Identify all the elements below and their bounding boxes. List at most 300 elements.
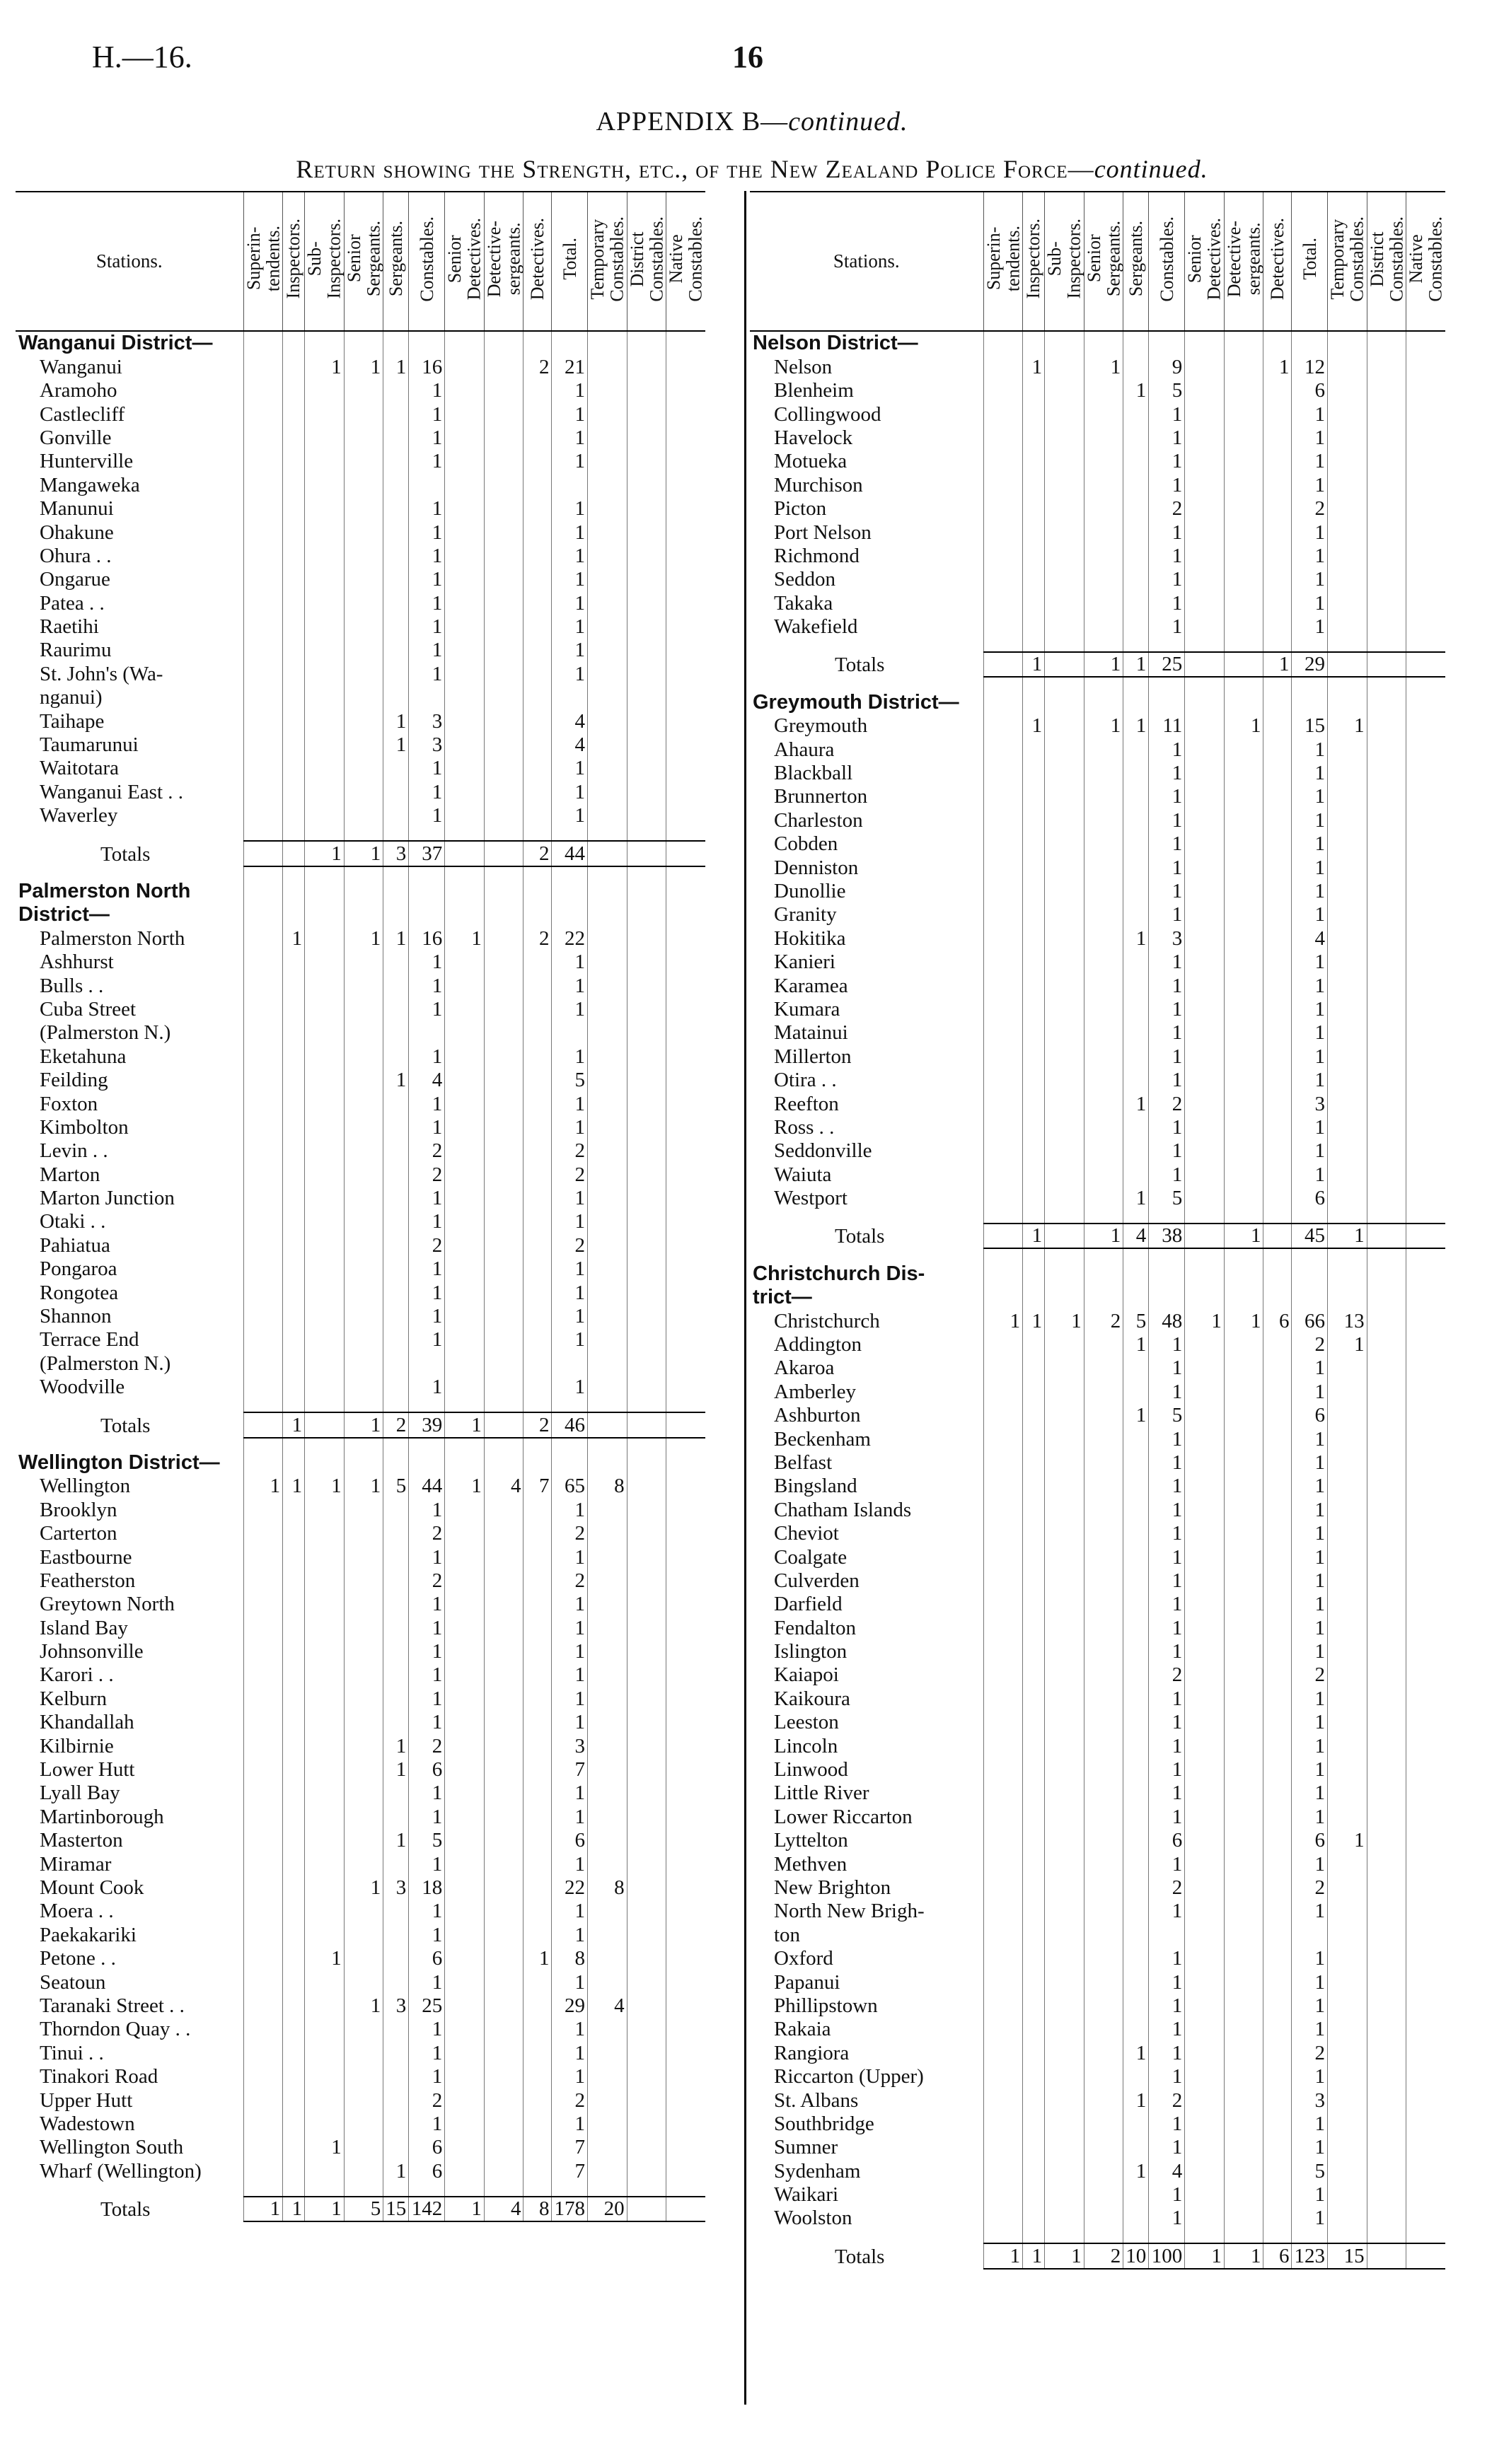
cell-district-constables xyxy=(1367,355,1406,378)
station-row xyxy=(16,2113,705,2136)
column-header-sub-inspectors xyxy=(1045,192,1084,331)
cell-constables: 18 xyxy=(409,1876,445,1900)
cell-constables: 25 xyxy=(1149,652,1185,677)
cell-native-constables xyxy=(666,1451,705,1475)
cell-inspectors xyxy=(1023,1923,1045,1946)
cell-senior-sergeants xyxy=(344,521,383,544)
cell-detectives xyxy=(1263,426,1292,450)
cell-detectives xyxy=(1263,1380,1292,1403)
station-name: North New Brigh- xyxy=(774,1900,925,1923)
cell-senior-sergeants xyxy=(1084,2183,1123,2207)
cell-temporary-constables xyxy=(587,2136,627,2159)
cell-superin-tendents xyxy=(243,1805,283,1828)
cell-superin-tendents xyxy=(983,1663,1023,1687)
station-row xyxy=(750,785,1445,808)
cell-sergeants xyxy=(383,1687,409,1710)
cell-inspectors xyxy=(283,497,305,521)
cell-senior-sergeants xyxy=(344,1711,383,1734)
cell-detectives xyxy=(523,2113,552,2136)
cell-native-constables xyxy=(666,1092,705,1115)
station-name: Ongarue xyxy=(40,568,110,591)
cell-detectives xyxy=(523,331,552,355)
spacer-cell xyxy=(523,1399,552,1412)
cell-superin-tendents xyxy=(243,903,283,926)
station-row xyxy=(750,473,1445,496)
cell-constables: 48 xyxy=(1149,1309,1185,1332)
spacer-cell xyxy=(1292,2230,1328,2243)
station-name: Moera . . xyxy=(40,1900,114,1923)
column-header-constables xyxy=(1149,192,1185,331)
cell-detective-sergeants xyxy=(484,1305,523,1328)
cell-detective-sergeants xyxy=(1224,2136,1263,2159)
cell-constables: 1 xyxy=(1149,856,1185,879)
cell-sub-inspectors xyxy=(305,1593,345,1616)
cell-temporary-constables xyxy=(587,880,627,903)
station-name: Lyttelton xyxy=(774,1829,848,1852)
station-name: Ohura . . xyxy=(40,544,112,567)
cell-district-constables xyxy=(1367,2243,1406,2268)
cell-sergeants xyxy=(1123,331,1149,355)
spacer-cell xyxy=(750,2230,983,2243)
cell-senior-detectives xyxy=(445,1352,485,1375)
cell-total: 1 xyxy=(552,998,588,1021)
cell-native-constables xyxy=(666,1947,705,1970)
cell-temporary-constables xyxy=(587,497,627,521)
cell-detective-sergeants xyxy=(484,497,523,521)
cell-superin-tendents xyxy=(243,1947,283,1970)
cell-superin-tendents xyxy=(243,1281,283,1304)
station-row xyxy=(750,426,1445,450)
cell-total: 1 xyxy=(552,426,588,450)
cell-sub-inspectors xyxy=(1045,1805,1084,1828)
cell-senior-sergeants xyxy=(1084,2088,1123,2112)
cell-superin-tendents xyxy=(243,1711,283,1734)
station-row xyxy=(16,998,705,1021)
cell-detective-sergeants xyxy=(1224,1116,1263,1139)
district-name: Greymouth District— xyxy=(753,690,959,714)
spacer-cell xyxy=(750,639,983,652)
cell-detective-sergeants xyxy=(1224,1021,1263,1045)
station-row xyxy=(750,1045,1445,1068)
cell-total: 1 xyxy=(552,1376,588,1399)
station-name: Lyall Bay xyxy=(40,1782,120,1805)
cell-detective-sergeants xyxy=(1224,2159,1263,2183)
cell-sergeants xyxy=(1123,2018,1149,2041)
cell-senior-sergeants xyxy=(1084,1262,1123,1285)
cell-detective-sergeants xyxy=(484,1522,523,1545)
spacer-cell xyxy=(383,827,409,841)
cell-temporary-constables xyxy=(587,426,627,450)
cell-detectives: 2 xyxy=(523,1412,552,1437)
cell-senior-detectives xyxy=(445,1663,485,1687)
cell-inspectors xyxy=(1023,1163,1045,1186)
cell-superin-tendents xyxy=(243,1734,283,1757)
station-row xyxy=(16,379,705,402)
cell-senior-detectives xyxy=(1185,1545,1225,1569)
cell-senior-sergeants xyxy=(1084,426,1123,450)
cell-detectives xyxy=(523,1970,552,1994)
cell-temporary-constables xyxy=(1327,1852,1367,1876)
cell-constables: 9 xyxy=(1149,355,1185,378)
cell-sub-inspectors xyxy=(1045,1900,1084,1923)
cell-total: 1 xyxy=(1292,738,1328,761)
cell-sergeants xyxy=(383,1569,409,1593)
cell-sub-inspectors xyxy=(1045,1711,1084,1734)
spacer-cell xyxy=(1327,639,1367,652)
cell-sub-inspectors xyxy=(1045,1876,1084,1900)
cell-detective-sergeants xyxy=(484,1711,523,1734)
cell-inspectors xyxy=(1023,2018,1045,2041)
cell-constables: 1 xyxy=(409,998,445,1021)
cell-total: 8 xyxy=(552,1947,588,1970)
cell-senior-sergeants xyxy=(344,1947,383,1970)
cell-sergeants: 1 xyxy=(1123,1333,1149,1356)
cell-constables: 25 xyxy=(409,1994,445,2018)
cell-sergeants xyxy=(1123,1451,1149,1475)
cell-superin-tendents xyxy=(983,2018,1023,2041)
cell-senior-sergeants xyxy=(1084,1593,1123,1616)
cell-temporary-constables xyxy=(587,780,627,803)
cell-constables: 1 xyxy=(1149,1069,1185,1092)
cell-senior-sergeants xyxy=(344,1569,383,1593)
cell-temporary-constables xyxy=(587,1593,627,1616)
cell-constables: 1 xyxy=(1149,998,1185,1021)
spacer-cell xyxy=(1406,677,1445,690)
cell-senior-detectives xyxy=(445,662,485,685)
cell-detective-sergeants xyxy=(1224,1970,1263,1994)
cell-native-constables xyxy=(1406,856,1445,879)
cell-inspectors xyxy=(283,450,305,473)
cell-senior-detectives xyxy=(445,1092,485,1115)
cell-native-constables xyxy=(1406,591,1445,615)
cell-detective-sergeants xyxy=(484,426,523,450)
cell-district-constables xyxy=(1367,1947,1406,1970)
station-row xyxy=(16,497,705,521)
cell-superin-tendents xyxy=(243,639,283,662)
cell-senior-detectives xyxy=(1185,1970,1225,1994)
cell-sub-inspectors xyxy=(305,1545,345,1569)
cell-sub-inspectors xyxy=(1045,1262,1084,1285)
cell-detective-sergeants xyxy=(484,1569,523,1593)
cell-senior-detectives xyxy=(445,1829,485,1852)
column-header-district-constables xyxy=(1367,192,1406,331)
cell-inspectors xyxy=(1023,521,1045,544)
column-header-native-constables xyxy=(1406,192,1445,331)
cell-senior-detectives xyxy=(1185,1734,1225,1757)
cell-native-constables xyxy=(666,880,705,903)
cell-senior-detectives xyxy=(1185,762,1225,785)
cell-detectives xyxy=(1263,1758,1292,1782)
cell-temporary-constables xyxy=(1327,1475,1367,1498)
cell-senior-sergeants xyxy=(1084,738,1123,761)
cell-native-constables xyxy=(1406,1139,1445,1163)
cell-total: 6 xyxy=(1292,379,1328,402)
cell-detective-sergeants xyxy=(484,804,523,827)
cell-superin-tendents xyxy=(243,1210,283,1233)
spacer-cell xyxy=(1327,2230,1367,2243)
spacer-cell xyxy=(16,1438,243,1451)
cell-inspectors xyxy=(283,615,305,639)
cell-inspectors xyxy=(283,1640,305,1663)
spacer-cell xyxy=(16,866,243,880)
cell-detectives xyxy=(1263,402,1292,426)
cell-senior-detectives xyxy=(445,2113,485,2136)
cell-constables xyxy=(409,1352,445,1375)
cell-detectives: 2 xyxy=(523,355,552,378)
cell-superin-tendents xyxy=(243,1305,283,1328)
cell-senior-detectives xyxy=(1185,615,1225,639)
return-title xyxy=(0,154,1504,184)
station-name: Marton xyxy=(40,1163,100,1186)
cell-total: 1 xyxy=(552,591,588,615)
cell-senior-sergeants xyxy=(344,1328,383,1352)
cell-sub-inspectors xyxy=(1045,974,1084,997)
station-row xyxy=(16,1663,705,1687)
cell-senior-detectives xyxy=(1185,1616,1225,1639)
station-name: Port Nelson xyxy=(774,521,872,544)
cell-native-constables xyxy=(1406,1782,1445,1805)
cell-native-constables xyxy=(1406,762,1445,785)
cell-district-constables xyxy=(627,2018,666,2041)
cell-constables: 1 xyxy=(1149,832,1185,856)
cell-superin-tendents xyxy=(983,1758,1023,1782)
cell-sergeants xyxy=(383,1281,409,1304)
cell-constables: 3 xyxy=(409,709,445,733)
cell-district-constables xyxy=(627,1687,666,1710)
cell-senior-detectives xyxy=(445,2018,485,2041)
cell-temporary-constables xyxy=(1327,426,1367,450)
cell-constables: 1 xyxy=(1149,2018,1185,2041)
station-row xyxy=(16,1045,705,1068)
station-name: Seddon xyxy=(774,568,835,591)
cell-senior-sergeants xyxy=(1084,926,1123,950)
cell-district-constables xyxy=(1367,808,1406,832)
station-name: Castlecliff xyxy=(40,402,125,426)
cell-detectives: 2 xyxy=(523,841,552,866)
spacer-cell xyxy=(383,1438,409,1451)
station-row xyxy=(750,1970,1445,1994)
cell-sergeants xyxy=(1123,2113,1149,2136)
cell-detectives: 7 xyxy=(523,1475,552,1498)
cell-sub-inspectors xyxy=(305,1734,345,1757)
station-row xyxy=(750,521,1445,544)
cell-constables: 1 xyxy=(1149,1045,1185,1068)
cell-detectives xyxy=(1263,379,1292,402)
cell-total: 1 xyxy=(1292,1498,1328,1521)
cell-total: 1 xyxy=(552,1116,588,1139)
cell-detective-sergeants xyxy=(1224,762,1263,785)
cell-superin-tendents xyxy=(983,2041,1023,2064)
cell-constables: 1 xyxy=(409,1900,445,1923)
cell-senior-detectives: 1 xyxy=(445,2197,485,2221)
district-name: Nelson District— xyxy=(753,332,918,355)
cell-temporary-constables xyxy=(1327,903,1367,926)
cell-senior-sergeants xyxy=(344,1069,383,1092)
cell-total: 1 xyxy=(1292,1380,1328,1403)
cell-inspectors xyxy=(1023,1286,1045,1309)
cell-detective-sergeants: 1 xyxy=(1224,1224,1263,1248)
spacer-cell xyxy=(627,2183,666,2197)
cell-native-constables xyxy=(1406,2018,1445,2041)
cell-district-constables xyxy=(1367,1616,1406,1639)
station-name: Methven xyxy=(774,1852,848,1876)
spacer-cell xyxy=(445,866,485,880)
cell-sergeants xyxy=(383,1970,409,1994)
cell-senior-sergeants xyxy=(1084,1876,1123,1900)
cell-temporary-constables xyxy=(587,841,627,866)
cell-inspectors xyxy=(1023,738,1045,761)
cell-temporary-constables: 20 xyxy=(587,2197,627,2221)
station-name: Brooklyn xyxy=(40,1498,117,1521)
cell-senior-detectives xyxy=(1185,1498,1225,1521)
cell-total: 1 xyxy=(552,1970,588,1994)
cell-detectives xyxy=(523,639,552,662)
cell-inspectors xyxy=(1023,1262,1045,1285)
station-name: Wakefield xyxy=(774,615,858,639)
cell-native-constables xyxy=(1406,903,1445,926)
cell-temporary-constables xyxy=(587,757,627,780)
cell-constables: 2 xyxy=(409,1163,445,1186)
cell-senior-sergeants xyxy=(344,1970,383,1994)
cell-sergeants xyxy=(383,639,409,662)
cell-senior-detectives xyxy=(445,1139,485,1163)
cell-senior-detectives xyxy=(1185,880,1225,903)
station-row xyxy=(16,757,705,780)
spacer-cell xyxy=(344,827,383,841)
station-row xyxy=(16,1545,705,1569)
station-row xyxy=(750,903,1445,926)
cell-senior-sergeants xyxy=(344,1616,383,1639)
cell-sub-inspectors xyxy=(305,709,345,733)
cell-constables xyxy=(409,473,445,496)
cell-superin-tendents xyxy=(983,951,1023,974)
cell-senior-sergeants xyxy=(344,1281,383,1304)
cell-superin-tendents xyxy=(983,1427,1023,1451)
cell-detectives xyxy=(1263,974,1292,997)
cell-senior-detectives xyxy=(1185,568,1225,591)
cell-constables: 1 xyxy=(409,497,445,521)
cell-superin-tendents xyxy=(243,1687,283,1710)
cell-total: 1 xyxy=(552,521,588,544)
station-name: Aramoho xyxy=(40,379,117,402)
cell-district-constables xyxy=(1367,951,1406,974)
cell-inspectors xyxy=(1023,1994,1045,2018)
cell-senior-detectives xyxy=(1185,690,1225,714)
cell-sergeants xyxy=(1123,856,1149,879)
cell-temporary-constables xyxy=(1327,1663,1367,1687)
spacer-cell xyxy=(16,2183,243,2197)
cell-district-constables xyxy=(1367,974,1406,997)
cell-temporary-constables xyxy=(587,974,627,997)
cell-sergeants xyxy=(383,1376,409,1399)
cell-district-constables xyxy=(1367,1380,1406,1403)
cell-superin-tendents xyxy=(983,652,1023,677)
station-name: Otaki . . xyxy=(40,1210,106,1233)
cell-senior-detectives xyxy=(445,1734,485,1757)
cell-district-constables xyxy=(1367,880,1406,903)
cell-total: 123 xyxy=(1292,2243,1328,2268)
cell-detectives xyxy=(1263,1139,1292,1163)
cell-constables: 6 xyxy=(409,1947,445,1970)
cell-detective-sergeants xyxy=(1224,497,1263,521)
cell-temporary-constables xyxy=(587,2041,627,2064)
cell-senior-detectives xyxy=(1185,355,1225,378)
cell-constables: 1 xyxy=(1149,1734,1185,1757)
cell-senior-detectives xyxy=(445,497,485,521)
cell-senior-sergeants: 1 xyxy=(344,1475,383,1498)
cell-senior-sergeants xyxy=(1084,903,1123,926)
cell-inspectors xyxy=(283,545,305,568)
cell-sergeants xyxy=(383,1092,409,1115)
cell-inspectors xyxy=(1023,762,1045,785)
cell-senior-detectives xyxy=(445,998,485,1021)
spacer-cell xyxy=(344,1438,383,1451)
cell-sergeants xyxy=(383,1616,409,1639)
cell-senior-sergeants xyxy=(344,1498,383,1521)
cell-native-constables xyxy=(1406,1970,1445,1994)
cell-detective-sergeants xyxy=(1224,473,1263,496)
cell-constables: 1 xyxy=(1149,473,1185,496)
cell-senior-detectives xyxy=(445,1069,485,1092)
spacer-cell xyxy=(666,866,705,880)
cell-superin-tendents xyxy=(243,974,283,997)
cell-detectives xyxy=(1263,1404,1292,1427)
cell-sergeants xyxy=(383,2065,409,2088)
cell-superin-tendents xyxy=(983,1187,1023,1210)
cell-senior-detectives xyxy=(445,1376,485,1399)
cell-temporary-constables xyxy=(587,1829,627,1852)
spacer-cell xyxy=(523,866,552,880)
cell-sub-inspectors xyxy=(305,1829,345,1852)
cell-detective-sergeants xyxy=(484,1451,523,1475)
station-name: Belfast xyxy=(774,1451,833,1474)
cell-detectives xyxy=(1263,1224,1292,1248)
station-name: Kelburn xyxy=(40,1687,108,1710)
cell-constables: 1 xyxy=(409,379,445,402)
cell-native-constables xyxy=(666,402,705,426)
cell-detective-sergeants xyxy=(1224,1427,1263,1451)
cell-sergeants: 1 xyxy=(383,1069,409,1092)
cell-senior-detectives xyxy=(1185,1021,1225,1045)
cell-inspectors xyxy=(283,1852,305,1876)
cell-sergeants: 1 xyxy=(383,2159,409,2183)
cell-district-constables xyxy=(627,1593,666,1616)
cell-detectives xyxy=(523,1116,552,1139)
cell-sergeants xyxy=(383,426,409,450)
cell-native-constables xyxy=(666,1663,705,1687)
spacer-cell xyxy=(1224,1248,1263,1262)
cell-sergeants xyxy=(383,1328,409,1352)
cell-native-constables xyxy=(1406,2207,1445,2230)
cell-detective-sergeants xyxy=(1224,903,1263,926)
cell-detective-sergeants xyxy=(484,1687,523,1710)
cell-superin-tendents xyxy=(243,1876,283,1900)
cell-total: 45 xyxy=(1292,1224,1328,1248)
spacer-cell xyxy=(1149,1248,1185,1262)
cell-detectives xyxy=(1263,832,1292,856)
spacer-cell xyxy=(305,1438,345,1451)
cell-temporary-constables xyxy=(1327,1711,1367,1734)
station-name: Christchurch xyxy=(774,1309,880,1332)
station-name: Ross . . xyxy=(774,1115,835,1139)
cell-senior-sergeants xyxy=(1084,545,1123,568)
cell-senior-sergeants xyxy=(1084,1545,1123,1569)
spacer-cell xyxy=(383,1399,409,1412)
station-row xyxy=(750,1427,1445,1451)
cell-native-constables xyxy=(666,1829,705,1852)
cell-sergeants: 5 xyxy=(383,1475,409,1498)
cell-total: 1 xyxy=(1292,426,1328,450)
